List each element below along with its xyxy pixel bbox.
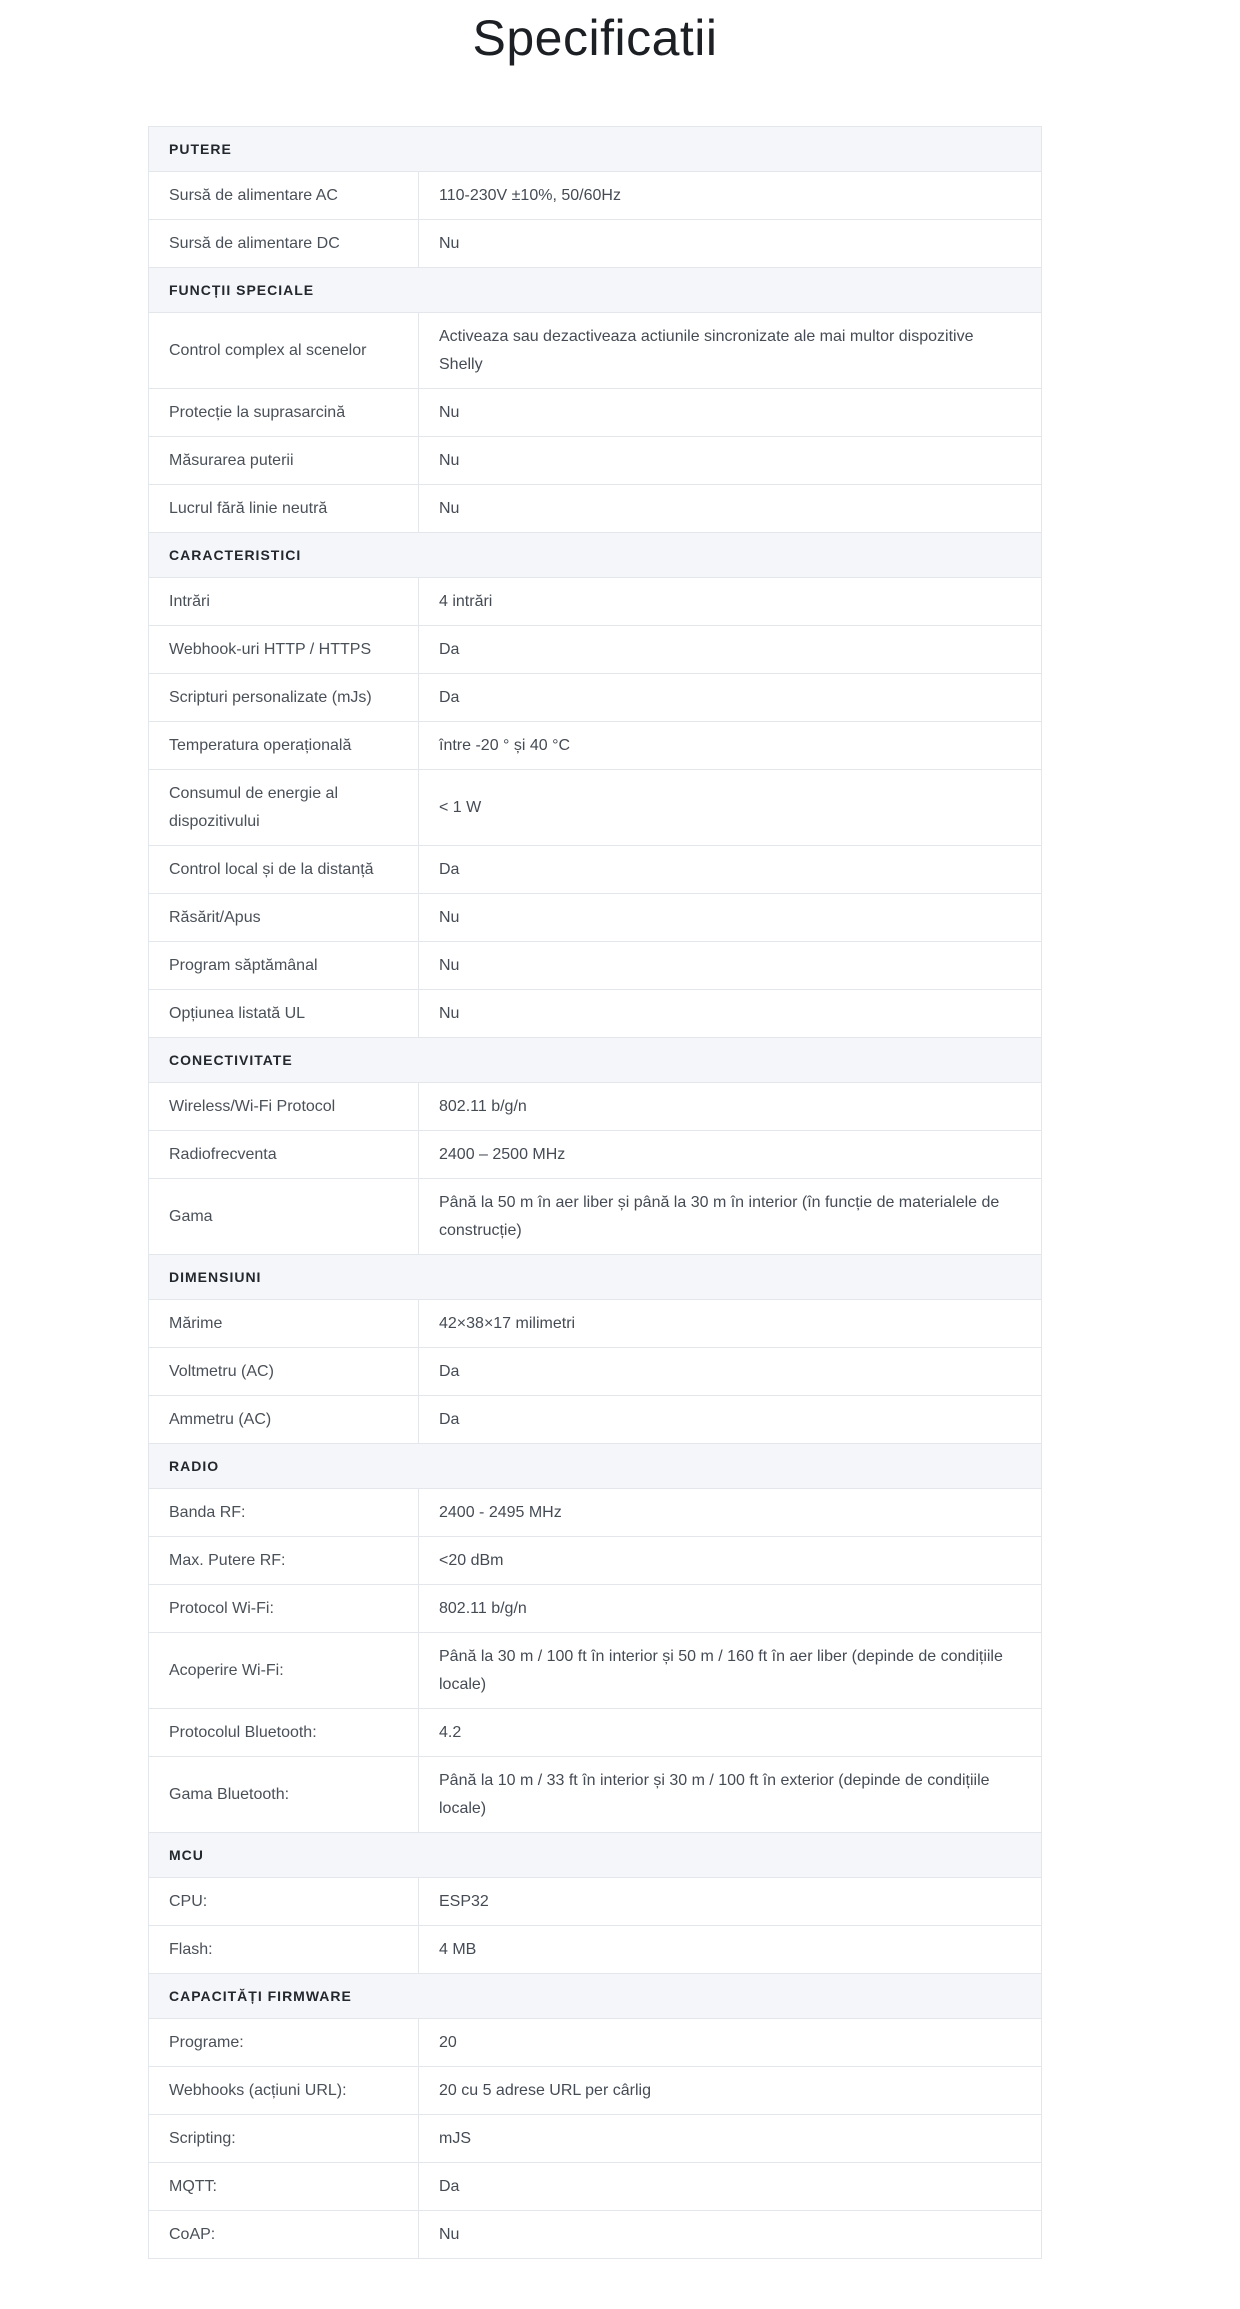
- spec-value: 4 intrări: [419, 578, 1042, 626]
- spec-label: Wireless/Wi-Fi Protocol: [149, 1083, 419, 1131]
- spec-label: Flash:: [149, 1926, 419, 1974]
- table-row: [149, 722, 1042, 770]
- spec-value: Nu: [419, 990, 1042, 1038]
- table-row: [149, 485, 1042, 533]
- section-header-row: [149, 1038, 1042, 1083]
- spec-value: Da: [419, 846, 1042, 894]
- spec-label: Control local și de la distanță: [149, 846, 419, 894]
- table-row: [149, 846, 1042, 894]
- section-title: MCU: [149, 1833, 1042, 1878]
- spec-value: Până la 10 m / 33 ft în interior și 30 m / 100 ft în exterior (depinde de condițiile locale): [419, 1757, 1042, 1833]
- table-row: [149, 2019, 1042, 2067]
- spec-value: 20 cu 5 adrese URL per cârlig: [419, 2067, 1042, 2115]
- specifications-table-body: [149, 127, 1042, 2259]
- spec-value: Da: [419, 2163, 1042, 2211]
- spec-value: < 1 W: [419, 770, 1042, 846]
- spec-value: Da: [419, 1396, 1042, 1444]
- table-row: [149, 1179, 1042, 1255]
- spec-value: Nu: [419, 2211, 1042, 2259]
- table-row: [149, 2211, 1042, 2259]
- section-title: DIMENSIUNI: [149, 1255, 1042, 1300]
- table-row: [149, 1633, 1042, 1709]
- spec-label: Programe:: [149, 2019, 419, 2067]
- spec-label: Radiofrecventa: [149, 1131, 419, 1179]
- spec-value: 802.11 b/g/n: [419, 1585, 1042, 1633]
- spec-label: Scripturi personalizate (mJs): [149, 674, 419, 722]
- section-header-row: [149, 268, 1042, 313]
- spec-value: 802.11 b/g/n: [419, 1083, 1042, 1131]
- table-row: [149, 942, 1042, 990]
- table-row: [149, 1131, 1042, 1179]
- table-row: [149, 1585, 1042, 1633]
- table-row: [149, 626, 1042, 674]
- table-row: [149, 1757, 1042, 1833]
- table-row: [149, 1926, 1042, 1974]
- spec-label: Lucrul fără linie neutră: [149, 485, 419, 533]
- spec-label: Max. Putere RF:: [149, 1537, 419, 1585]
- spec-value: Nu: [419, 220, 1042, 268]
- spec-value: 42×38×17 milimetri: [419, 1300, 1042, 1348]
- spec-label: Măsurarea puterii: [149, 437, 419, 485]
- section-title: CAPACITĂȚI FIRMWARE: [149, 1974, 1042, 2019]
- spec-value: Da: [419, 626, 1042, 674]
- spec-value: 20: [419, 2019, 1042, 2067]
- spec-label: Protecție la suprasarcină: [149, 389, 419, 437]
- table-row: [149, 1709, 1042, 1757]
- spec-value: mJS: [419, 2115, 1042, 2163]
- spec-value: 4.2: [419, 1709, 1042, 1757]
- table-row: [149, 220, 1042, 268]
- spec-label: Intrări: [149, 578, 419, 626]
- spec-value: Nu: [419, 389, 1042, 437]
- spec-label: Control complex al scenelor: [149, 313, 419, 389]
- spec-value: Activeaza sau dezactiveaza actiunile sincronizate ale mai multor dispozitive Shelly: [419, 313, 1042, 389]
- page-title: Specificatii: [472, 10, 718, 66]
- spec-label: Gama Bluetooth:: [149, 1757, 419, 1833]
- table-row: [149, 894, 1042, 942]
- table-row: [149, 770, 1042, 846]
- table-row: [149, 2163, 1042, 2211]
- table-row: [149, 389, 1042, 437]
- spec-value: Nu: [419, 894, 1042, 942]
- section-title: CONECTIVITATE: [149, 1038, 1042, 1083]
- table-row: [149, 2115, 1042, 2163]
- spec-label: Banda RF:: [149, 1489, 419, 1537]
- spec-value: între -20 ° și 40 °C: [419, 722, 1042, 770]
- spec-label: Răsărit/Apus: [149, 894, 419, 942]
- spec-label: Ammetru (AC): [149, 1396, 419, 1444]
- spec-label: Program săptămânal: [149, 942, 419, 990]
- spec-value: Nu: [419, 485, 1042, 533]
- spec-label: Temperatura operațională: [149, 722, 419, 770]
- section-header-row: [149, 1255, 1042, 1300]
- spec-label: Consumul de energie al dispozitivului: [149, 770, 419, 846]
- spec-label: Voltmetru (AC): [149, 1348, 419, 1396]
- spec-label: MQTT:: [149, 2163, 419, 2211]
- table-row: [149, 1396, 1042, 1444]
- section-title: CARACTERISTICI: [149, 533, 1042, 578]
- table-row: [149, 1489, 1042, 1537]
- spec-value: Nu: [419, 437, 1042, 485]
- table-row: [149, 578, 1042, 626]
- spec-value: 110-230V ±10%, 50/60Hz: [419, 172, 1042, 220]
- table-row: [149, 1083, 1042, 1131]
- spec-value: <20 dBm: [419, 1537, 1042, 1585]
- spec-value: 4 MB: [419, 1926, 1042, 1974]
- spec-label: CoAP:: [149, 2211, 419, 2259]
- spec-value: Până la 50 m în aer liber și până la 30 m în interior (în funcție de materialele de construcție): [419, 1179, 1042, 1255]
- table-row: [149, 1300, 1042, 1348]
- table-row: [149, 172, 1042, 220]
- table-row: [149, 1878, 1042, 1926]
- spec-label: Gama: [149, 1179, 419, 1255]
- spec-label: Protocol Wi-Fi:: [149, 1585, 419, 1633]
- table-row: [149, 2067, 1042, 2115]
- section-title: PUTERE: [149, 127, 1042, 172]
- spec-value: Până la 30 m / 100 ft în interior și 50 m / 160 ft în aer liber (depinde de condițiile locale): [419, 1633, 1042, 1709]
- spec-value: Da: [419, 1348, 1042, 1396]
- section-header-row: [149, 533, 1042, 578]
- spec-label: Opțiunea listată UL: [149, 990, 419, 1038]
- spec-value: Da: [419, 674, 1042, 722]
- spec-label: Scripting:: [149, 2115, 419, 2163]
- specifications-table: [148, 126, 1042, 2259]
- table-row: [149, 313, 1042, 389]
- table-row: [149, 1537, 1042, 1585]
- section-header-row: [149, 1974, 1042, 2019]
- spec-value: 2400 – 2500 MHz: [419, 1131, 1042, 1179]
- section-header-row: [149, 1444, 1042, 1489]
- spec-label: CPU:: [149, 1878, 419, 1926]
- spec-label: Sursă de alimentare DC: [149, 220, 419, 268]
- spec-label: Acoperire Wi-Fi:: [149, 1633, 419, 1709]
- spec-label: Mărime: [149, 1300, 419, 1348]
- section-header-row: [149, 1833, 1042, 1878]
- spec-value: Nu: [419, 942, 1042, 990]
- table-row: [149, 674, 1042, 722]
- spec-value: 2400 - 2495 MHz: [419, 1489, 1042, 1537]
- table-row: [149, 1348, 1042, 1396]
- spec-label: Webhook-uri HTTP / HTTPS: [149, 626, 419, 674]
- section-title: FUNCȚII SPECIALE: [149, 268, 1042, 313]
- table-row: [149, 437, 1042, 485]
- section-header-row: [149, 127, 1042, 172]
- spec-label: Sursă de alimentare AC: [149, 172, 419, 220]
- table-row: [149, 990, 1042, 1038]
- spec-value: ESP32: [419, 1878, 1042, 1926]
- spec-label: Protocolul Bluetooth:: [149, 1709, 419, 1757]
- section-title: RADIO: [149, 1444, 1042, 1489]
- spec-label: Webhooks (acțiuni URL):: [149, 2067, 419, 2115]
